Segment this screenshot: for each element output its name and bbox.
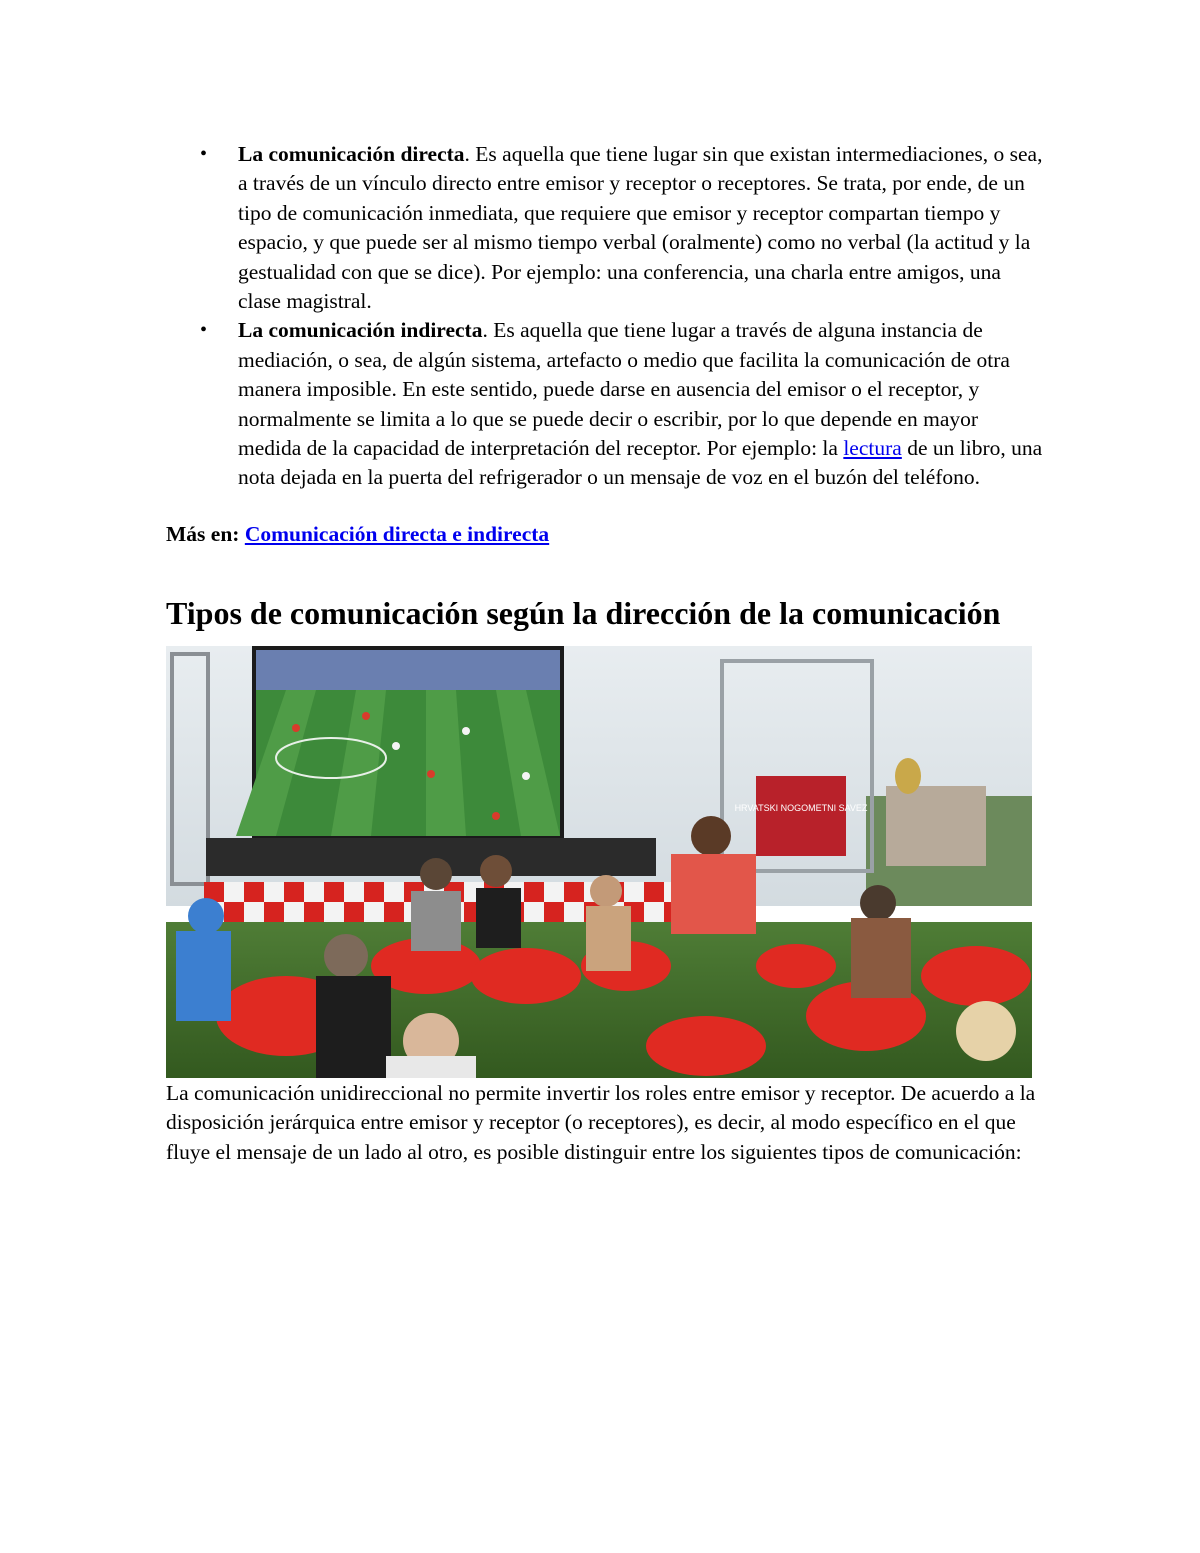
caption-paragraph: La comunicación unidireccional no permite invertir los roles entre emisor y receptor. De acuerdo a la disposición jerárquica entre emisor y receptor (o receptores), es decir, al modo específico en el que fluye el mensaje de un lado al otro, es posible distinguir entre los siguientes tipos de comunicación: — [166, 1080, 1036, 1165]
more-info-label: Más en: — [166, 521, 245, 546]
photo-dome — [895, 758, 921, 794]
photo-banner — [756, 776, 846, 856]
photo-checkered-fence — [204, 882, 734, 922]
term-direct: La comunicación directa — [238, 142, 465, 166]
link-comunicacion-directa-indirecta[interactable]: Comunicación directa e indirecta — [244, 521, 550, 546]
photo-screen-stands — [256, 650, 560, 690]
definition-direct: . Es aquella que tiene lugar sin que existan intermediaciones, o sea, a través de un vínculo directo entre emisor y receptor o receptores. Se trata, por ende, de un tipo de comunicación inmediata, que requiere que emisor y receptor compartan tiempo y espacio, y que puede ser al mismo tiempo verbal (oralmente) como no verbal (la actitud y la gestualidad con que se dice). Por ejemplo: una conferencia, una charla entre amigos, una clase magistral. — [238, 142, 1043, 314]
bullet-dot: • — [200, 319, 208, 342]
list-item-direct — [166, 140, 1046, 316]
photo-outdoor-screening — [166, 646, 1032, 1078]
section-heading: Tipos de comunicación según la dirección de la comunicación — [166, 594, 1001, 631]
document-body — [166, 140, 1046, 1189]
communication-types-list — [166, 140, 1046, 493]
photo-banner-text: HRVATSKI NOGOMETNI SAVEZ — [734, 802, 868, 813]
definition-indirect-part1: . Es aquella que tiene lugar a través de alguna instancia de mediación, o sea, de algún sistema, artefacto o medio que facilita la comunicación de otra manera imposible. En este sentido, puede darse en ausencia del emisor o el receptor, y normalmente se limita a lo que se puede decir o escribir, por lo que depende en mayor medida de la capacidad de interpretación del receptor. Por ejemplo: la — [238, 318, 1010, 461]
term-indirect: La comunicación indirecta — [238, 318, 483, 343]
bullet-dot: • — [200, 143, 208, 165]
link-lectura[interactable]: lectura — [843, 436, 902, 461]
definition-indirect-part2: de un libro, una nota dejada en la puerta del refrigerador o un mensaje de voz en el buzón del teléfono. — [238, 436, 1043, 490]
more-info-line — [166, 520, 1046, 549]
list-item-indirect — [166, 316, 1046, 492]
photo-building — [886, 786, 986, 866]
